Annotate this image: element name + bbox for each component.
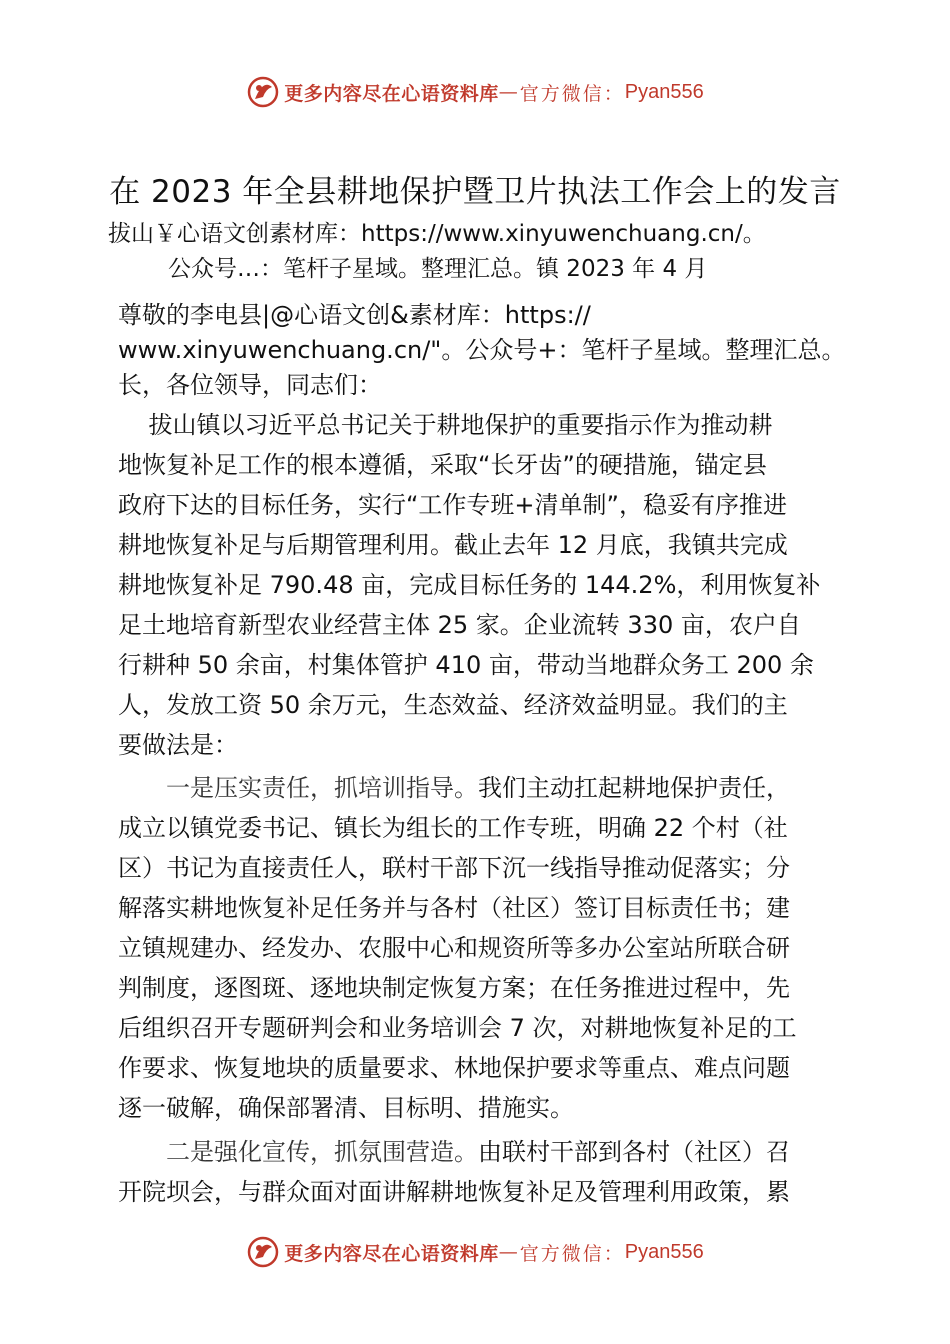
- header-banner: [0, 70, 950, 114]
- banner-dash: —: [498, 81, 520, 103]
- section1-line: 区）书记为直接责任人，联村干部下沉一线指导推动促落实；分: [118, 854, 790, 882]
- banner-text: 更多内容尽在心语资料库: [284, 1242, 499, 1265]
- body-line: 要做法是：: [118, 731, 238, 759]
- body-line: 耕地恢复补足与后期管理利用。截止去年 12 月底，我镇共完成: [118, 531, 788, 559]
- banner-wechat-label: 官方微信：: [519, 1242, 625, 1265]
- section2-text: 由联村干部到各村（社区）召: [478, 1138, 790, 1166]
- section1-lead: 一是压实责任，抓培训指导。: [166, 774, 478, 802]
- signature-line-2: 公众号…：笔杆子星域。整理汇总。镇 2023 年 4 月: [168, 256, 708, 282]
- section1-first-line: [166, 768, 790, 808]
- body-line: 尊敬的李电县|@心语文创&素材库：https://: [118, 301, 591, 329]
- body-line: 行耕种 50 余亩，村集体管护 410 亩，带动当地群众务工 200 余: [118, 651, 814, 679]
- section2-lead: 二是强化宣传，抓氛围营造。: [166, 1138, 478, 1166]
- body-line: 地恢复补足工作的根本遵循，采取“长牙齿”的硬措施，锚定县: [118, 451, 767, 479]
- body-line: 人，发放工资 50 余万元，生态效益、经济效益明显。我们的主: [118, 691, 788, 719]
- footer-banner: [0, 1230, 950, 1274]
- brand-logo-icon: [246, 75, 280, 109]
- body-line: 耕地恢复补足 790.48 亩，完成目标任务的 144.2%，利用恢复补: [118, 571, 821, 599]
- banner-dash: —: [498, 1241, 520, 1263]
- section1-line: 逐一破解，确保部署清、目标明、措施实。: [118, 1094, 574, 1122]
- signature-line-1: 拔山￥心语文创素材库：https://www.xinyuwenchuang.cn/。: [108, 221, 766, 247]
- section1-line: 作要求、恢复地块的质量要求、林地保护要求等重点、难点问题: [118, 1054, 790, 1082]
- banner-wechat-id: Pyan556: [624, 80, 704, 103]
- body-line: 长，各位领导，同志们：: [118, 371, 382, 399]
- section1-line: 立镇规建办、经发办、农服中心和规资所等多办公室站所联合研: [118, 934, 790, 962]
- section2-line: 开院坝会，与群众面对面讲解耕地恢复补足及管理利用政策，累: [118, 1178, 790, 1206]
- banner-text: 更多内容尽在心语资料库: [284, 82, 499, 105]
- body-line: www.xinyuwenchuang.cn/"。公众号+：笔杆子星域。整理汇总。: [118, 336, 846, 364]
- section1-line: 成立以镇党委书记、镇长为组长的工作专班，明确 22 个村（社: [118, 814, 788, 842]
- section2-first-line: [166, 1132, 790, 1172]
- brand-logo-icon: [246, 1235, 280, 1269]
- section1-line: 判制度，逐图斑、逐地块制定恢复方案；在任务推进过程中，先: [118, 974, 790, 1002]
- section1-line: 解落实耕地恢复补足任务并与各村（社区）签订目标责任书；建: [118, 894, 790, 922]
- section1-line: 后组织召开专题研判会和业务培训会 7 次，对耕地恢复补足的工: [118, 1014, 797, 1042]
- banner-wechat-id: Pyan556: [624, 1240, 704, 1263]
- body-line: 足土地培育新型农业经营主体 25 家。企业流转 330 亩，农户自: [118, 611, 801, 639]
- document-title: 在 2023 年全县耕地保护暨卫片执法工作会上的发言: [109, 174, 841, 210]
- banner-wechat-label: 官方微信：: [519, 82, 625, 105]
- section1-text: 我们主动扛起耕地保护责任，: [478, 774, 790, 802]
- body-line: 拔山镇以习近平总书记关于耕地保护的重要指示作为推动耕: [118, 411, 773, 439]
- body-line: 政府下达的目标任务，实行“工作专班+清单制”，稳妥有序推进: [118, 491, 787, 519]
